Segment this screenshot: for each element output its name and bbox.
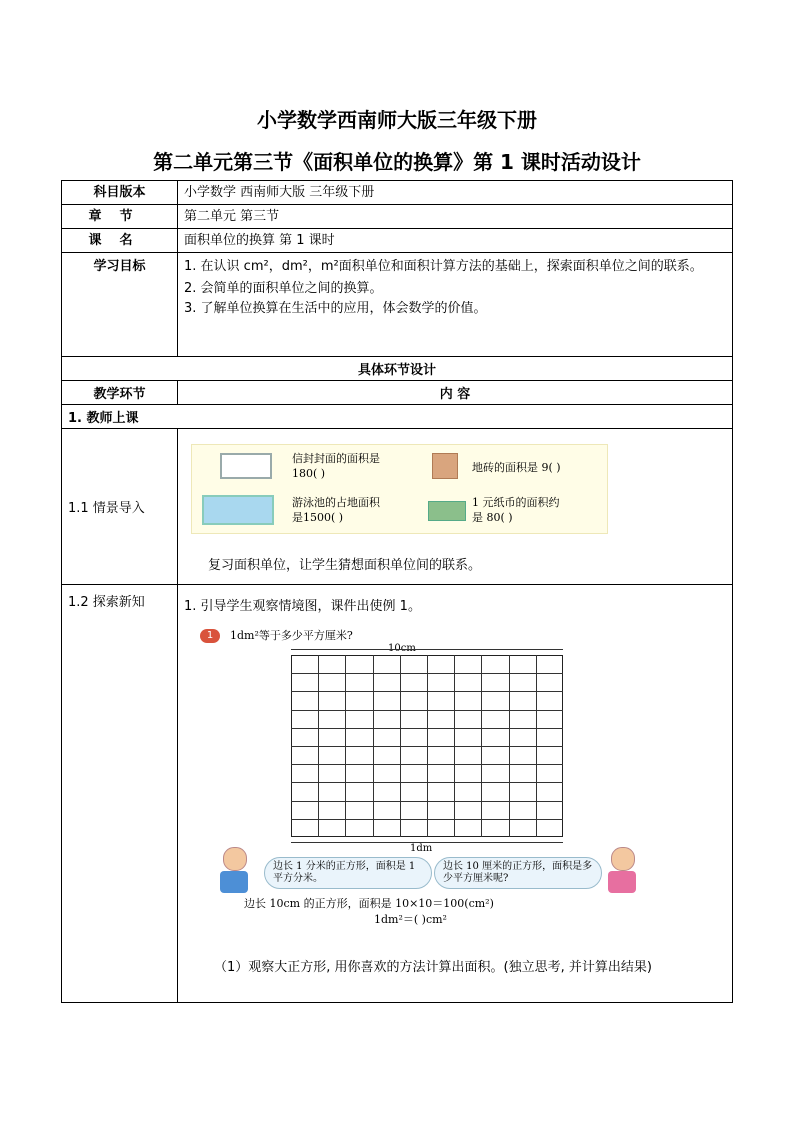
s11-content bbox=[178, 429, 733, 585]
content-col-header: 内 容 bbox=[178, 381, 733, 405]
bubble-girl: 边长 10 厘米的正方形，面积是多少平方厘米呢? bbox=[434, 857, 602, 889]
example-question: 1dm²等于多少平方厘米? bbox=[230, 629, 353, 642]
doc-subtitle: 第二单元第三节《面积单位的换算》第 1 课时活动设计 bbox=[153, 150, 641, 174]
card-banknote: 1 元纸币的面积约 是 80( ) bbox=[472, 496, 560, 524]
s12-label: 1.2 探索新知 bbox=[62, 585, 178, 1003]
card-tile: 地砖的面积是 9( ) bbox=[472, 461, 561, 474]
goal-3: 3. 了解单位换算在生活中的应用，体会数学的价值。 bbox=[184, 301, 487, 316]
lesson-table bbox=[61, 180, 733, 1003]
stage-col-header: 教学环节 bbox=[62, 381, 178, 405]
subject-label: 科目版本 bbox=[62, 181, 178, 205]
bubble-boy: 边长 1 分米的正方形，面积是 1 平方分米。 bbox=[264, 857, 432, 889]
boy-figure bbox=[218, 847, 250, 895]
area-calc: 边长 10cm 的正方形，面积是 10×10＝100(cm²) bbox=[244, 897, 494, 910]
goals-label: 学习目标 bbox=[62, 253, 178, 357]
doc-title: 小学数学西南师大版三年级下册 bbox=[257, 108, 537, 132]
grid-square bbox=[291, 655, 563, 837]
card-envelope: 信封封面的面积是 180( ) bbox=[292, 452, 380, 480]
s11-label: 1.1 情景导入 bbox=[62, 429, 178, 585]
subject-value: 小学数学 西南师大版 三年级下册 bbox=[178, 181, 733, 205]
banknote-icon bbox=[428, 501, 466, 521]
s11-text: 复习面积单位，让学生猜想面积单位间的联系。 bbox=[208, 558, 482, 573]
question-1: （1）观察大正方形, 用你喜欢的方法计算出面积。(独立思考, 并计算出结果) bbox=[214, 960, 652, 975]
goals-cell bbox=[178, 253, 733, 357]
s12-step1: 1. 引导学生观察情境图，课件出使例 1。 bbox=[184, 599, 421, 614]
design-header: 具体环节设计 bbox=[62, 357, 733, 381]
example-badge: 1 bbox=[200, 629, 220, 643]
lesson-label: 课名 bbox=[62, 229, 178, 253]
card-pool: 游泳池的占地面积 是1500( ) bbox=[292, 496, 380, 524]
chapter-value: 第二单元 第三节 bbox=[178, 205, 733, 229]
tile-icon bbox=[432, 453, 458, 479]
bottom-dimension: 1dm bbox=[410, 843, 433, 854]
goal-2: 2. 会简单的面积单位之间的换算。 bbox=[184, 281, 383, 296]
s12-content bbox=[178, 585, 733, 1003]
girl-figure bbox=[606, 847, 638, 895]
lesson-value: 面积单位的换算 第 1 课时 bbox=[178, 229, 733, 253]
stage-1: 1. 教师上课 bbox=[62, 405, 733, 429]
pool-icon bbox=[202, 495, 274, 525]
chapter-label: 章节 bbox=[62, 205, 178, 229]
envelope-icon bbox=[220, 453, 272, 479]
goal-1: 1. 在认识 cm²，dm²，m²面积单位和面积计算方法的基础上，探索面积单位之间的联系。 bbox=[184, 259, 703, 274]
top-dimension: 10cm bbox=[388, 643, 416, 654]
scene-image bbox=[191, 444, 608, 534]
top-dimension-line bbox=[291, 649, 563, 650]
conversion-equation: 1dm²＝( )cm² bbox=[374, 913, 447, 926]
